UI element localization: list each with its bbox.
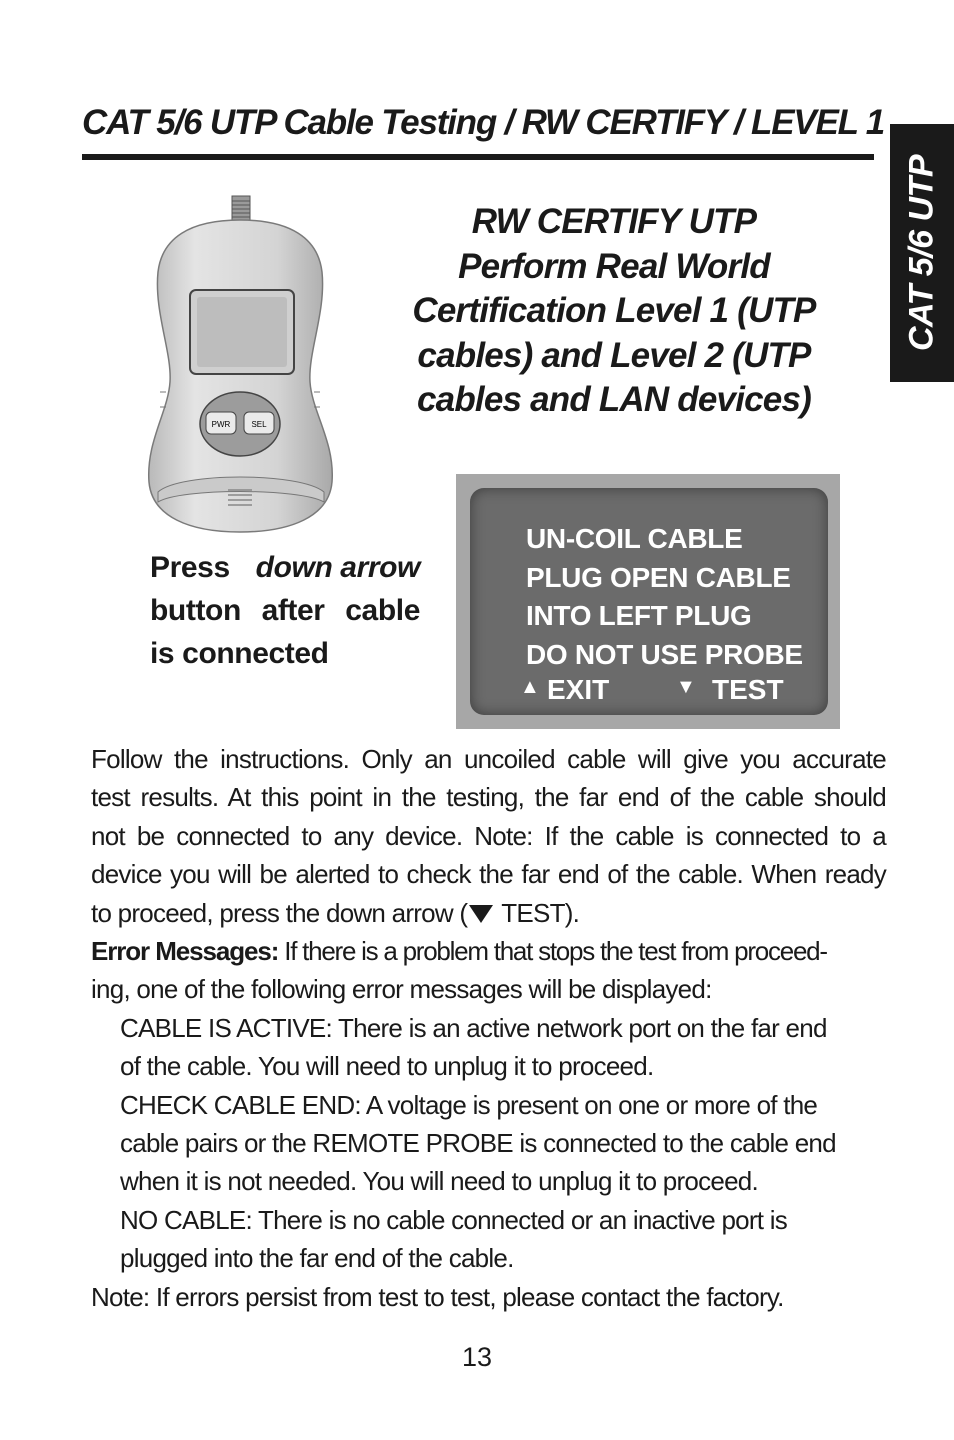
lcd-line: UN-COIL CABLE — [526, 523, 743, 554]
error-item-line: cable pairs or the REMOTE PROBE is connected to the cable end — [120, 1128, 836, 1159]
paragraph-text: TEST). — [495, 897, 580, 928]
error-item-line: when it is not needed. You will need to unplug it to proceed. — [120, 1166, 758, 1197]
error-messages-label: Error Messages: — [91, 936, 279, 967]
lcd-display — [456, 474, 840, 729]
pwr-button-label: PWR — [211, 420, 231, 429]
lcd-line: PLUG OPEN CABLE — [526, 561, 791, 593]
down-triangle-icon — [469, 905, 493, 923]
headline-line: Perform Real World — [458, 246, 770, 286]
error-item-line: CHECK CABLE END: A voltage is present on one or more of the — [120, 1089, 818, 1120]
paragraph-line: test results. At this point in the testing, the far end of the cable should — [91, 782, 886, 813]
error-item-line: of the cable. You will need to unplug it to proceed. — [120, 1051, 654, 1082]
press-instruction — [150, 546, 420, 675]
page-title: CAT 5/6 UTP Cable Testing / RW CERTIFY / LEVEL 1 — [82, 103, 885, 142]
section-side-tab — [890, 124, 954, 382]
lcd-line: INTO LEFT PLUG — [526, 600, 752, 631]
error-heading-line — [91, 932, 886, 970]
instruction-word: cable — [345, 594, 420, 627]
headline-line: cables) and Level 2 (UTP — [417, 335, 811, 375]
tester-device-illustration — [140, 192, 340, 537]
paragraph-line — [91, 894, 886, 932]
lcd-test-label: TEST — [712, 674, 784, 705]
instruction-word: button — [150, 594, 241, 627]
lcd-line: DO NOT USE PROBE — [526, 638, 803, 670]
paragraph-line: Follow the instructions. Only an uncoiled cable will give you accurate — [91, 744, 886, 774]
headline-line: cables and LAN devices) — [417, 380, 811, 419]
instruction-word: after — [261, 594, 325, 627]
error-item-line: NO CABLE: There is no cable connected or an inactive port is — [120, 1204, 788, 1235]
body-text — [91, 740, 886, 1316]
down-arrow-icon: ▼ — [676, 676, 696, 698]
error-item-line: CABLE IS ACTIVE: There is an active network port on the far end — [120, 1012, 827, 1043]
paragraph-line: ing, one of the following error messages will be displayed: — [91, 974, 712, 1005]
lcd-message — [526, 520, 803, 674]
headline-line: Certification Level 1 (UTP — [412, 291, 816, 330]
lcd-exit-label: EXIT — [547, 674, 610, 705]
paragraph-line: not be connected to any device. Note: If the cable is connected to a — [91, 820, 886, 851]
side-tab-label: CAT 5/6 UTP — [902, 154, 941, 352]
headline-line: RW CERTIFY UTP — [471, 202, 757, 241]
lcd-nav — [520, 674, 800, 708]
title-rule — [82, 154, 874, 160]
feature-headline — [392, 200, 836, 423]
paragraph-line: device you will be alerted to check the far end of the cable. When ready — [91, 859, 886, 890]
instruction-action: down arrow — [255, 551, 420, 584]
note-line: Note: If errors persist from test to test, please contact the factory. — [91, 1281, 784, 1312]
paragraph-text: to proceed, press the down arrow ( — [91, 897, 468, 928]
instruction-press: Press — [150, 551, 230, 584]
error-intro: If there is a problem that stops the test from proceed- — [278, 936, 827, 967]
instruction-line: is connected — [150, 637, 329, 670]
lcd-screen — [470, 488, 828, 715]
error-item-line: plugged into the far end of the cable. — [120, 1243, 514, 1274]
sel-button-label: SEL — [251, 420, 267, 429]
up-arrow-icon: ▲ — [520, 676, 540, 698]
page-number: 13 — [461, 1342, 493, 1372]
